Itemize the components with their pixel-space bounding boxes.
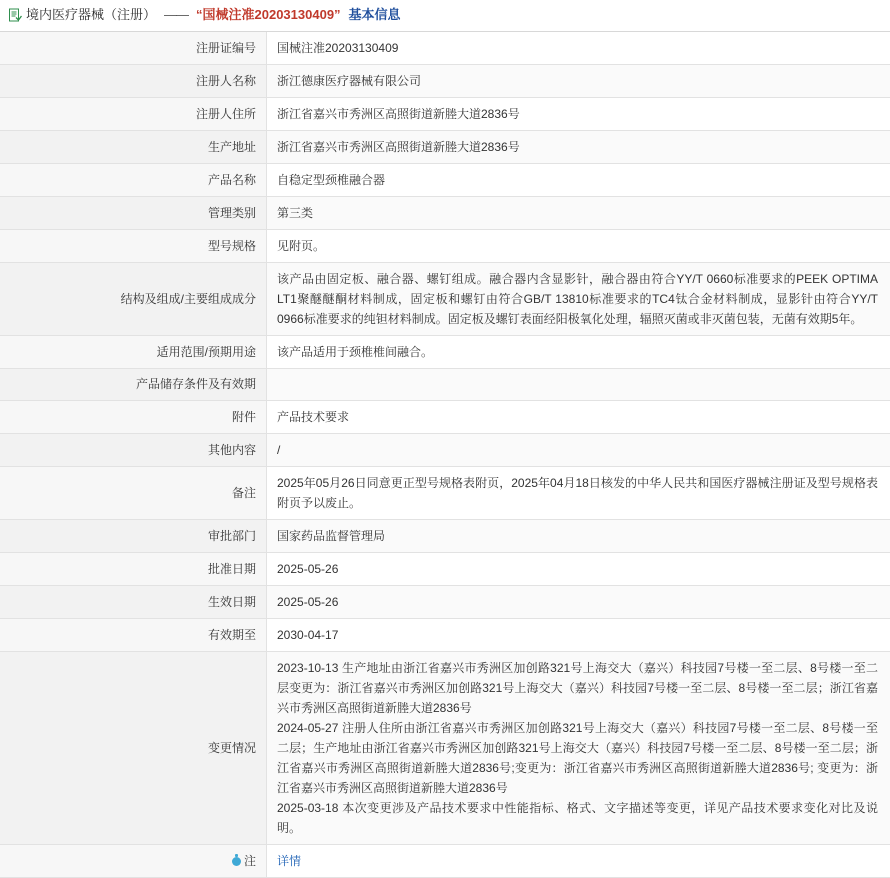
page-header <box>0 0 890 32</box>
table-row-change-history <box>0 652 890 845</box>
row-label-remark: 备注 <box>0 467 267 520</box>
table-row <box>0 32 890 65</box>
table-row <box>0 369 890 401</box>
row-value-valid-until: 2030-04-17 <box>267 619 890 652</box>
row-value-approval-date: 2025-05-26 <box>267 553 890 586</box>
table-row <box>0 164 890 197</box>
registration-number-heading: “国械注准20203130409” <box>196 6 341 24</box>
bulb-icon <box>232 857 241 866</box>
row-value-note <box>267 845 890 878</box>
basic-info-table <box>0 32 890 878</box>
row-value-approval-department: 国家药品监督管理局 <box>267 520 890 553</box>
row-label-approval-department: 审批部门 <box>0 520 267 553</box>
table-row <box>0 434 890 467</box>
row-label-note <box>0 845 267 878</box>
row-label-model-spec: 型号规格 <box>0 230 267 263</box>
table-row <box>0 131 890 164</box>
row-label-product-name: 产品名称 <box>0 164 267 197</box>
row-label-valid-until: 有效期至 <box>0 619 267 652</box>
header-subtitle: 基本信息 <box>349 6 401 24</box>
note-label-text: 注 <box>244 854 256 868</box>
row-value-attachment: 产品技术要求 <box>267 401 890 434</box>
change-line: 2024-05-27 注册人住所由浙江省嘉兴市秀洲区加创路321号上海交大（嘉兴）科技园7号楼一至二层、8号楼一至二层；生产地址由浙江省嘉兴市秀洲区加创路321号上海交大（嘉兴）科技园7号楼一至二层、8号楼一至二层；浙江省嘉兴市秀洲区高照街道新塍大道2836号;变更为：浙江省嘉兴市秀洲区高照街道新塍大道2836号; 变更为：浙江省嘉兴市秀洲区高照街道新塍大道2836号 <box>277 718 878 798</box>
table-row <box>0 619 890 652</box>
row-label-change-history: 变更情况 <box>0 652 267 845</box>
row-value-production-address: 浙江省嘉兴市秀洲区高照街道新塍大道2836号 <box>267 131 890 164</box>
row-label-registration-no: 注册证编号 <box>0 32 267 65</box>
table-row <box>0 401 890 434</box>
row-label-management-class: 管理类别 <box>0 197 267 230</box>
row-label-storage-conditions: 产品储存条件及有效期 <box>0 369 267 401</box>
detail-link[interactable]: 详情 <box>277 854 301 868</box>
change-line: 2025-03-18 本次变更涉及产品技术要求中性能指标、格式、文字描述等变更，详见产品技术要求变化对比及说明。 <box>277 798 878 838</box>
row-value-storage-conditions <box>267 369 890 401</box>
row-label-registrant-address: 注册人住所 <box>0 98 267 131</box>
table-row <box>0 553 890 586</box>
row-value-intended-use: 该产品适用于颈椎椎间融合。 <box>267 336 890 369</box>
row-value-effective-date: 2025-05-26 <box>267 586 890 619</box>
row-label-intended-use: 适用范围/预期用途 <box>0 336 267 369</box>
table-row <box>0 336 890 369</box>
row-label-registrant-name: 注册人名称 <box>0 65 267 98</box>
row-label-structure-composition: 结构及组成/主要组成成分 <box>0 263 267 336</box>
row-label-attachment: 附件 <box>0 401 267 434</box>
row-value-other-content: / <box>267 434 890 467</box>
row-value-registrant-name: 浙江德康医疗器械有限公司 <box>267 65 890 98</box>
row-value-registration-no: 国械注准20203130409 <box>267 32 890 65</box>
table-row <box>0 197 890 230</box>
row-value-model-spec: 见附页。 <box>267 230 890 263</box>
change-line: 2023-10-13 生产地址由浙江省嘉兴市秀洲区加创路321号上海交大（嘉兴）科技园7号楼一至二层、8号楼一至二层变更为：浙江省嘉兴市秀洲区加创路321号上海交大（嘉兴）科技园7号楼一至二层、8号楼一至二层；浙江省嘉兴市秀洲区高照街道新塍大道2836号 <box>277 658 878 718</box>
row-value-management-class: 第三类 <box>267 197 890 230</box>
row-label-other-content: 其他内容 <box>0 434 267 467</box>
page-title: 境内医疗器械（注册） <box>26 6 156 24</box>
document-icon <box>8 8 22 22</box>
table-row <box>0 65 890 98</box>
row-value-remark: 2025年05月26日同意更正型号规格表附页，2025年04月18日核发的中华人民共和国医疗器械注册证及型号规格表附页予以废止。 <box>267 467 890 520</box>
row-label-effective-date: 生效日期 <box>0 586 267 619</box>
row-label-approval-date: 批准日期 <box>0 553 267 586</box>
table-row <box>0 98 890 131</box>
row-value-structure-composition: 该产品由固定板、融合器、螺钉组成。融合器内含显影针，融合器由符合YY/T 0660标准要求的PEEK OPTIMA LT1聚醚醚酮材料制成，固定板和螺钉由符合GB/T 13810标准要求的TC4钛合金材料制成，显影针由符合YY/T 0966标准要求的纯钽材料制成。固定板及螺钉表面经阳极氧化处理，辐照灭菌或非灭菌包装，无菌有效期5年。 <box>267 263 890 336</box>
header-dash: —— <box>160 6 192 24</box>
row-value-registrant-address: 浙江省嘉兴市秀洲区高照街道新塍大道2836号 <box>267 98 890 131</box>
row-label-production-address: 生产地址 <box>0 131 267 164</box>
table-row <box>0 467 890 520</box>
table-row-note <box>0 845 890 878</box>
row-value-product-name: 自稳定型颈椎融合器 <box>267 164 890 197</box>
table-row <box>0 520 890 553</box>
table-row <box>0 263 890 336</box>
row-value-change-history <box>267 652 890 845</box>
table-row <box>0 586 890 619</box>
table-row <box>0 230 890 263</box>
